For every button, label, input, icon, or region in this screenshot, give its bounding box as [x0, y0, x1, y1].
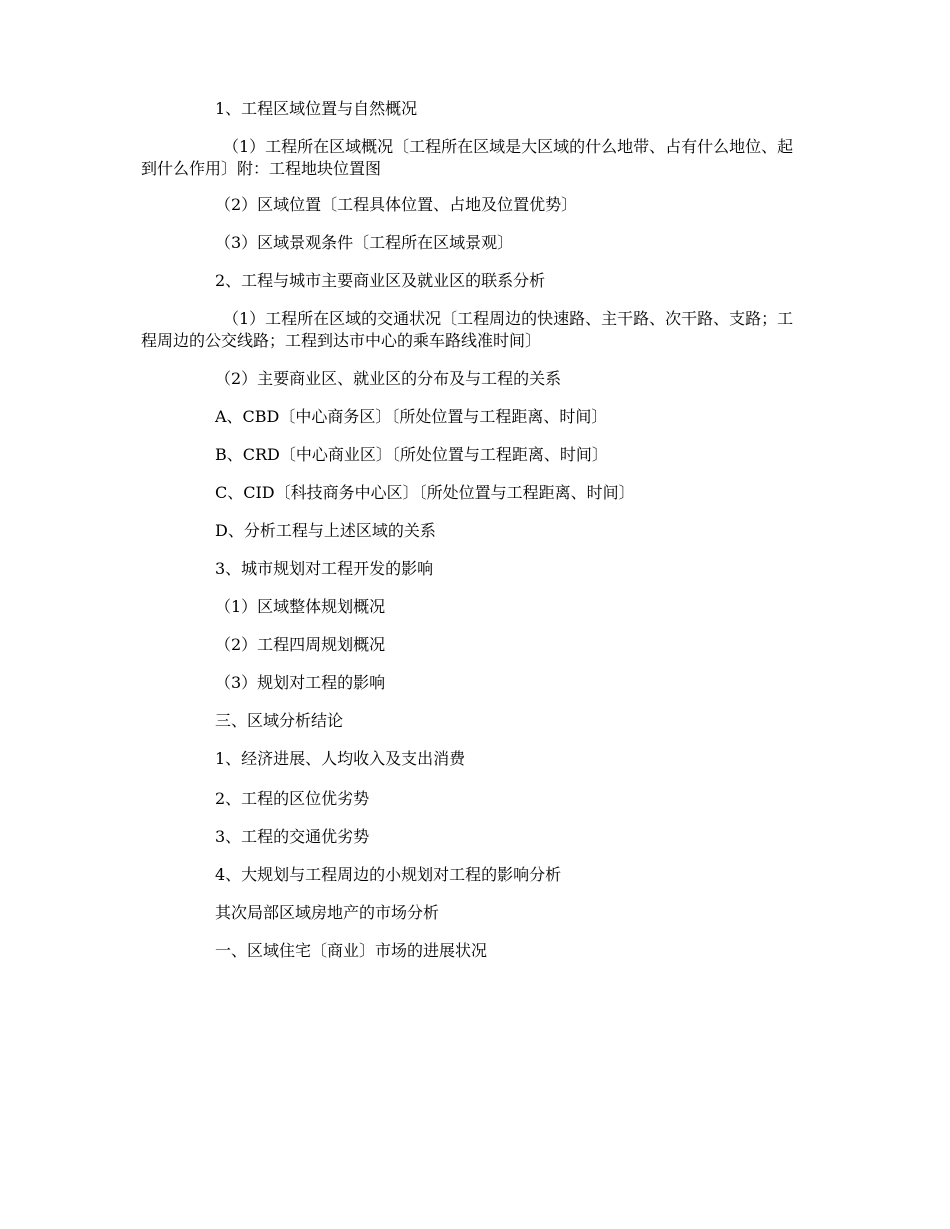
text-line: 2、工程的区位优劣势	[215, 789, 370, 808]
item-crd	[0, 444, 950, 466]
text-line: （1）工程所在区域的交通状况〔工程周边的快速路、主干路、次干路、支路；工程周边的公交线路；工程到达市中心的乘车路线准时间〕	[141, 309, 794, 350]
text-line: （3）规划对工程的影响	[215, 673, 386, 692]
heading-urban-planning	[0, 558, 950, 580]
paragraph-traffic	[141, 308, 806, 352]
text-line: （1）工程所在区域概况〔工程所在区域是大区域的什么地带、占有什么地位、起到什么作用〕附：工程地块位置图	[141, 137, 794, 178]
item-analysis-relation	[0, 520, 950, 542]
heading-commercial-link	[0, 270, 950, 292]
heading-residential-market	[0, 940, 950, 962]
text-line: 1、工程区域位置与自然概况	[215, 99, 418, 118]
item-planning-analysis	[0, 864, 950, 886]
text-line: C、CID〔科技商务中心区〕〔所处位置与工程距离、时间〕	[215, 483, 635, 502]
item-overall-planning	[0, 596, 950, 618]
heading-local-market	[0, 902, 950, 924]
text-line: 4、大规划与工程周边的小规划对工程的影响分析	[215, 865, 562, 884]
item-economy	[0, 748, 950, 770]
text-line: （2）区域位置〔工程具体位置、占地及位置优势〕	[215, 195, 578, 214]
item-location-advantage	[0, 788, 950, 810]
text-line: 3、城市规划对工程开发的影响	[215, 559, 434, 578]
text-line: 2、工程与城市主要商业区及就业区的联系分析	[215, 271, 546, 290]
item-region-position	[0, 194, 950, 216]
item-traffic-advantage	[0, 826, 950, 848]
text-line: 一、区域住宅〔商业〕市场的进展状况	[215, 941, 488, 960]
text-line: B、CRD〔中心商业区〕〔所处位置与工程距离、时间〕	[215, 445, 608, 464]
text-line: 三、区域分析结论	[215, 711, 344, 730]
item-planning-impact	[0, 672, 950, 694]
text-line: D、分析工程与上述区域的关系	[215, 521, 436, 540]
paragraph-region-overview	[141, 136, 806, 180]
text-line: 其次局部区域房地产的市场分析	[215, 903, 440, 922]
text-line: （2）工程四周规划概况	[215, 635, 386, 654]
heading-region-location	[0, 98, 950, 120]
text-line: 1、经济进展、人均收入及支出消费	[215, 749, 466, 768]
text-line: （1）区域整体规划概况	[215, 597, 386, 616]
text-line: （3）区域景观条件〔工程所在区域景观〕	[215, 233, 514, 252]
item-cid	[0, 482, 950, 504]
text-line: 3、工程的交通优劣势	[215, 827, 370, 846]
text-line: A、CBD〔中心商务区〕〔所处位置与工程距离、时间〕	[215, 407, 608, 426]
item-surrounding-planning	[0, 634, 950, 656]
text-line: （2）主要商业区、就业区的分布及与工程的关系	[215, 369, 562, 388]
heading-conclusion	[0, 710, 950, 732]
item-cbd	[0, 406, 950, 428]
item-landscape	[0, 232, 950, 254]
item-business-distribution	[0, 368, 950, 390]
